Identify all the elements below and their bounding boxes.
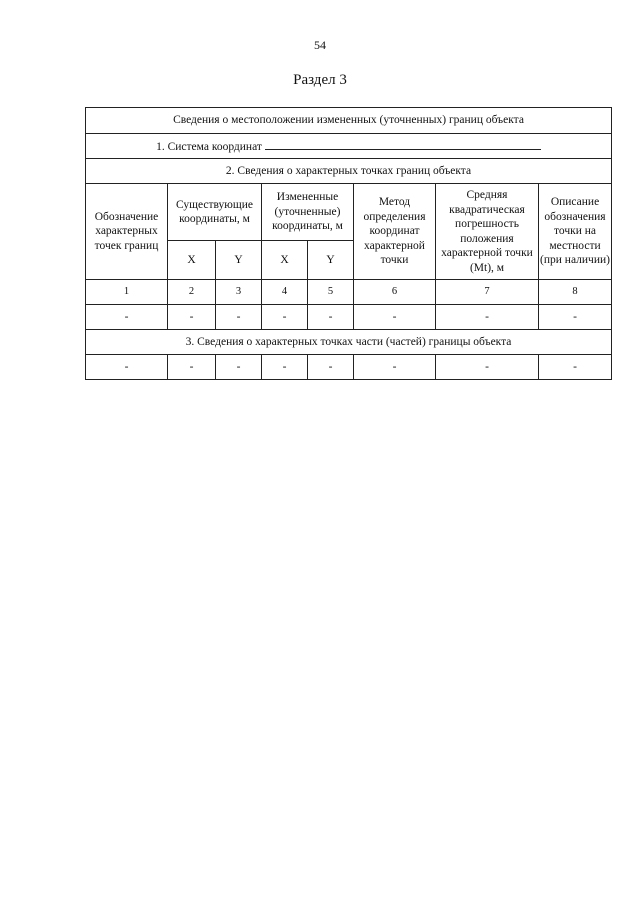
header-rms-error: Средняя квадратическая погрешность положения характерной точки (Mt), м (436, 184, 539, 280)
table-cell: - (168, 305, 216, 330)
table-cell: - (168, 355, 216, 380)
coord-system-blank (265, 138, 541, 150)
coord-system-row (86, 134, 612, 159)
header-changed-y: Y (308, 241, 354, 280)
column-number: 6 (354, 280, 436, 305)
header-existing-coords: Существующие координаты, м (168, 184, 262, 241)
table-cell: - (308, 355, 354, 380)
table-cell: - (216, 355, 262, 380)
table-heading: Сведения о местоположении измененных (уточненных) границ объекта (86, 108, 612, 134)
table-cell: - (354, 355, 436, 380)
parts-data-row (86, 355, 612, 380)
column-numbers-row (86, 280, 612, 305)
column-number: 1 (86, 280, 168, 305)
table-cell: - (436, 305, 539, 330)
table-cell: - (262, 305, 308, 330)
table-cell: - (436, 355, 539, 380)
table-cell: - (86, 305, 168, 330)
column-number: 4 (262, 280, 308, 305)
column-number: 3 (216, 280, 262, 305)
header-changed-x: X (262, 241, 308, 280)
table-cell: - (262, 355, 308, 380)
table-cell: - (308, 305, 354, 330)
section-title: Раздел 3 (293, 72, 347, 88)
table-cell: - (539, 355, 612, 380)
page-number: 54 (314, 38, 326, 52)
column-number: 5 (308, 280, 354, 305)
header-existing-x: X (168, 241, 216, 280)
table-cell: - (539, 305, 612, 330)
points-data-row (86, 305, 612, 330)
column-number: 2 (168, 280, 216, 305)
header-designation: Обозначение характерных точек границ (86, 184, 168, 280)
header-changed-coords: Измененные (уточненные) координаты, м (262, 184, 354, 241)
boundary-table (85, 107, 612, 380)
column-number: 7 (436, 280, 539, 305)
table-cell: - (354, 305, 436, 330)
column-number: 8 (539, 280, 612, 305)
points-section-title: 2. Сведения о характерных точках границ объекта (86, 159, 612, 184)
header-method: Метод определения координат характерной точки (354, 184, 436, 280)
header-description: Описание обозначения точки на местности (при наличии) (539, 184, 612, 280)
table-cell: - (86, 355, 168, 380)
parts-section-title: 3. Сведения о характерных точках части (частей) границы объекта (86, 330, 612, 355)
table-cell: - (216, 305, 262, 330)
header-existing-y: Y (216, 241, 262, 280)
coord-system-label: 1. Система координат (156, 140, 262, 153)
